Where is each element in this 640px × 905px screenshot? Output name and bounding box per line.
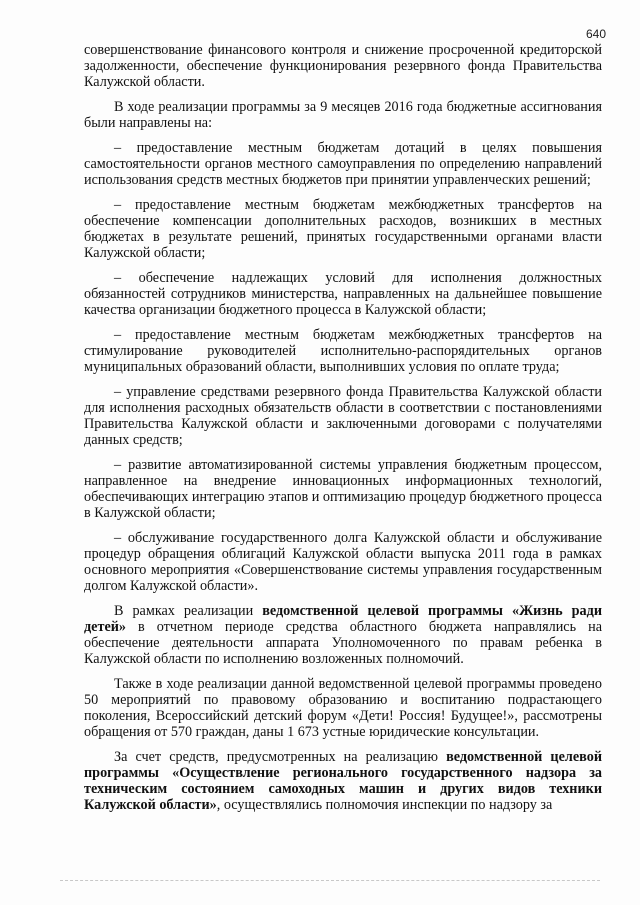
paragraph [84,99,602,131]
list-item [84,530,602,594]
text-run: – предоставление местным бюджетам межбюджетных трансфертов на стимулирование руководителей исполнительно-распорядительных органов муниципальных образований области, выполнивших условия по оплате труда; [84,327,602,375]
text-run: – обслуживание государственного долга Калужской области и обслуживание процедур обращения облигаций Калужской области выпуска 2011 года в рамках основного мероприятия «Совершенствование системы управления государственным долгом Калужской области». [84,530,602,594]
text-run: совершенствование финансового контроля и снижение просроченной кредиторской задолженности, обеспечение функционирования резервного фонда Правительства Калужской области. [84,42,602,90]
text-run: , осуществлялись полномочия инспекции по надзору за [216,797,553,813]
list-item [84,197,602,261]
bold-program-title: ведомственной целевой программы «Жизнь ради детей» [84,603,602,635]
scan-artifact-line [60,880,600,881]
paragraph [84,676,602,740]
text-run: В рамках реализации [114,603,263,619]
list-item [84,327,602,375]
text-run: в отчетном периоде средства областного бюджета направлялись на обеспечение деятельности аппарата Уполномоченного по правам ребенка в Калужской области по исполнению возложенных полномочий. [84,619,602,667]
list-item [84,384,602,448]
text-run: В ходе реализации программы за 9 месяцев 2016 года бюджетные ассигнования были направлены на: [84,99,602,131]
text-run: – управление средствами резервного фонда Правительства Калужской области для исполнения расходных обязательств области в соответствии с постановлениями Правительства Калужской области и заключенными договорами с получателями данных средств; [84,384,602,448]
text-run: – предоставление местным бюджетам межбюджетных трансфертов на обеспечение компенсации дополнительных расходов, возникших в местных бюджетах в результате решений, принятых государственными органами власти Калужской области; [84,197,602,261]
text-run: – обеспечение надлежащих условий для исполнения должностных обязанностей сотрудников министерства, направленных на дальнейшее повышение качества организации бюджетного процесса в Калужской области; [84,270,602,318]
list-item [84,457,602,521]
text-run: – развитие автоматизированной системы управления бюджетным процессом, направленное на внедрение инновационных информационных технологий, обеспечивающих интеграцию этапов и оптимизацию процедур бюджетного процесса в Калужской области; [84,457,602,521]
document-body [84,42,602,822]
page-number: 640 [585,27,606,41]
text-run: – предоставление местным бюджетам дотаций в целях повышения самостоятельности органов местного самоуправления по определению направлений использования средств местных бюджетов при принятии управленческих решений; [84,140,602,188]
paragraph [84,749,602,813]
paragraph [84,603,602,667]
text-run: Также в ходе реализации данной ведомственной целевой программы проведено 50 мероприятий по правовому образованию и воспитанию подрастающего поколения, Всероссийский детский форум «Дети! Россия! Будущее!», рассмотрены обращения от 570 граждан, даны 1 673 устные юридические консультации. [84,676,602,740]
paragraph [84,42,602,90]
bold-program-title: ведомственной целевой программы «Осуществление регионального государственного надзора за техническим состоянием самоходных машин и других видов техники Калужской области» [84,749,602,813]
text-run: За счет средств, предусмотренных на реализацию [114,749,447,765]
list-item [84,140,602,188]
list-item [84,270,602,318]
